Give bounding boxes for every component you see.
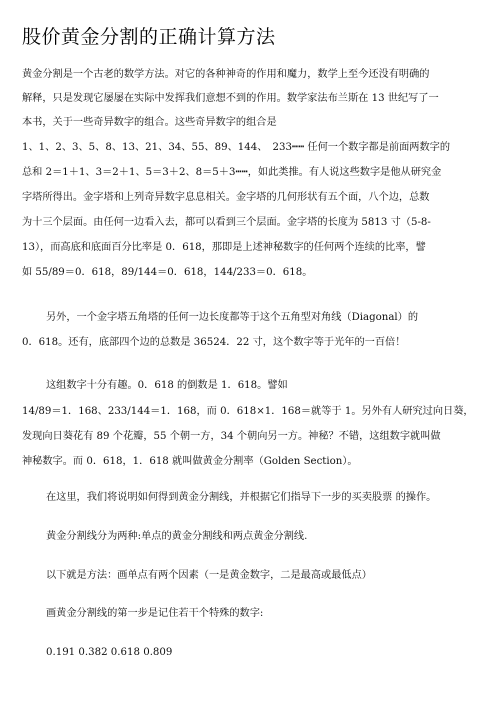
paragraph-line: 字塔所得出。金字塔和上列奇异数字息息相关。金字塔的几何形状有五个面，八个边，总数: [22, 192, 430, 203]
document-title: 股价黄金分割的正确计算方法: [22, 26, 276, 48]
paragraph-line: 黄金分割是一个古老的数学方法。对它的各种神奇的作用和魔力，数学上至今还没有明确的: [22, 69, 430, 80]
paragraph-line: 黄金分割线分为两种:单点的黄金分割线和两点黄金分割线.: [46, 531, 308, 542]
paragraph-line: 这组数字十分有趣。0．618 的倒数是 1．618。譬如: [46, 380, 288, 391]
paragraph-line: 总和 2＝1＋1、3＝2＋1、5＝3＋2、8＝5＋3┅┅，如此类推。有人说这些数字是他从研究金: [22, 167, 442, 178]
paragraph-line: 以下就是方法：画单点有两个因素（一是黄金数字，二是最高或最低点）: [46, 570, 372, 581]
paragraph-line: 画黄金分割线的第一步是记住若干个特殊的数字:: [46, 608, 264, 619]
paragraph-line: 为十三个层面。由任何一边看入去，都可以看到三个层面。金字塔的长度为 5813 寸（5-8-: [22, 217, 431, 228]
paragraph-line: 本书，关于一些奇异数字的组合。这些奇异数字的组合是: [22, 117, 277, 128]
paragraph-line: 解释，只是发现它屡屡在实际中发挥我们意想不到的作用。数学家法布兰斯在 13 世纪写了一: [22, 93, 439, 104]
paragraph-line: 1、1、2、3、5、8、13、21、34、55、89、144、 233┅┅ 任何一个数字都是前面两数字的: [22, 142, 451, 153]
paragraph-line: 神秘数字。而 0．618，1．618 就叫做黄金分割率（Golden Section）。: [22, 456, 358, 467]
paragraph-line: 13），而高底和底面百分比率是 0．618，那即是上述神秘数字的任何两个连续的比率，譬: [22, 242, 426, 253]
paragraph-line: 0．618。还有，底部四个边的总数是 36524．22 寸，这个数字等于光年的一百倍！: [22, 337, 406, 348]
paragraph-line: 发现向日葵花有 89 个花瓣，55 个朝一方，34 个朝向另一方。神秘？不错，这组数字就叫做: [22, 431, 441, 442]
paragraph-line: 14/89＝1．168、233/144＝1．168，而 0．618×1．168＝就等于 1。另外有人研究过向日葵，: [22, 406, 474, 417]
paragraph-line: 如 55/89＝0．618，89/144＝0．618，144/233＝0．618。: [22, 267, 313, 278]
paragraph-line: 另外，一个金字塔五角塔的任何一边长度都等于这个五角型对角线（Diagonal）的: [46, 312, 419, 323]
paragraph-line: 在这里，我们将说明如何得到黄金分割线，并根据它们指导下一步的买卖股票 的操作。: [46, 492, 437, 503]
paragraph-line: 0.191 0.382 0.618 0.809: [46, 647, 173, 658]
